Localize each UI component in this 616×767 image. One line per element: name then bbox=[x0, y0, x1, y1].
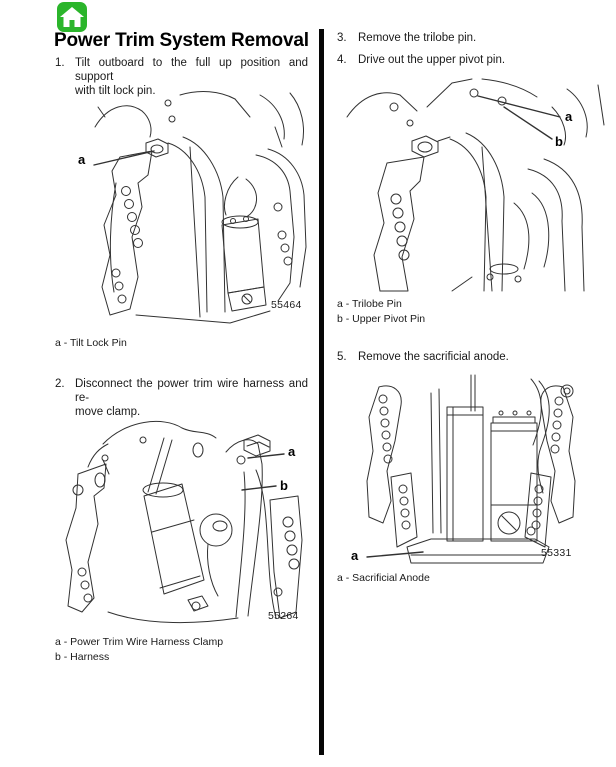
step-4-text bbox=[358, 53, 592, 67]
step-2-line-2: move clamp. bbox=[75, 406, 141, 418]
step-4 bbox=[337, 53, 592, 67]
step-5-number: 5. bbox=[337, 351, 347, 363]
home-icon bbox=[57, 2, 87, 32]
step-4-number: 4. bbox=[337, 54, 347, 66]
step-2-line-1: Disconnect the power trim wire harness and re- bbox=[75, 378, 308, 404]
figure-trilobe-pin bbox=[332, 77, 615, 293]
column-divider bbox=[319, 29, 324, 755]
caption-sacrificial-anode bbox=[337, 571, 430, 586]
step-3 bbox=[337, 31, 592, 45]
step-1-line-2: with tilt lock pin. bbox=[75, 85, 156, 97]
caption-line: b - Upper Pivot Pin bbox=[337, 313, 426, 325]
step-3-number: 3. bbox=[337, 32, 347, 44]
trilobe-pin-drawing bbox=[332, 77, 615, 293]
step-5-line-1: Remove the sacrificial anode. bbox=[358, 351, 509, 363]
caption-trilobe-pin bbox=[337, 297, 425, 327]
step-5 bbox=[337, 350, 592, 364]
step-1-number: 1. bbox=[55, 57, 65, 69]
tilt-lock-pin-drawing bbox=[50, 87, 310, 333]
caption-line: a - Trilobe Pin bbox=[337, 298, 402, 310]
page-title: Power Trim System Removal bbox=[54, 30, 309, 51]
caption-line: b - Harness bbox=[55, 651, 110, 663]
figure-tilt-lock-pin bbox=[50, 87, 310, 333]
figure-label-a: a bbox=[288, 444, 296, 459]
step-2-number: 2. bbox=[55, 378, 65, 390]
step-1-line-1: Tilt outboard to the full up position and support bbox=[75, 57, 308, 83]
figure-label-a: a bbox=[78, 152, 86, 167]
caption-harness-clamp bbox=[55, 635, 223, 665]
step-5-text bbox=[358, 350, 592, 364]
figure-label-b: b bbox=[280, 478, 288, 493]
sacrificial-anode-drawing bbox=[335, 373, 607, 573]
caption-line: a - Sacrificial Anode bbox=[337, 572, 430, 584]
step-3-line-1: Remove the trilobe pin. bbox=[358, 32, 477, 44]
figure-label-a: a bbox=[565, 109, 573, 124]
figure-number: 55464 bbox=[271, 299, 302, 311]
harness-clamp-drawing bbox=[48, 412, 313, 632]
caption-line: a - Tilt Lock Pin bbox=[55, 337, 127, 349]
figure-sacrificial-anode bbox=[335, 373, 607, 573]
figure-label-a: a bbox=[351, 548, 359, 563]
figure-label-b: b bbox=[555, 134, 563, 149]
step-3-text bbox=[358, 31, 592, 45]
caption-tilt-lock-pin bbox=[55, 336, 127, 351]
home-button[interactable] bbox=[57, 2, 87, 32]
step-4-line-1: Drive out the upper pivot pin. bbox=[358, 54, 506, 66]
figure-number: 55264 bbox=[268, 610, 299, 622]
caption-line: a - Power Trim Wire Harness Clamp bbox=[55, 636, 224, 648]
figure-number: 55331 bbox=[541, 547, 572, 559]
figure-harness-clamp bbox=[48, 412, 313, 632]
